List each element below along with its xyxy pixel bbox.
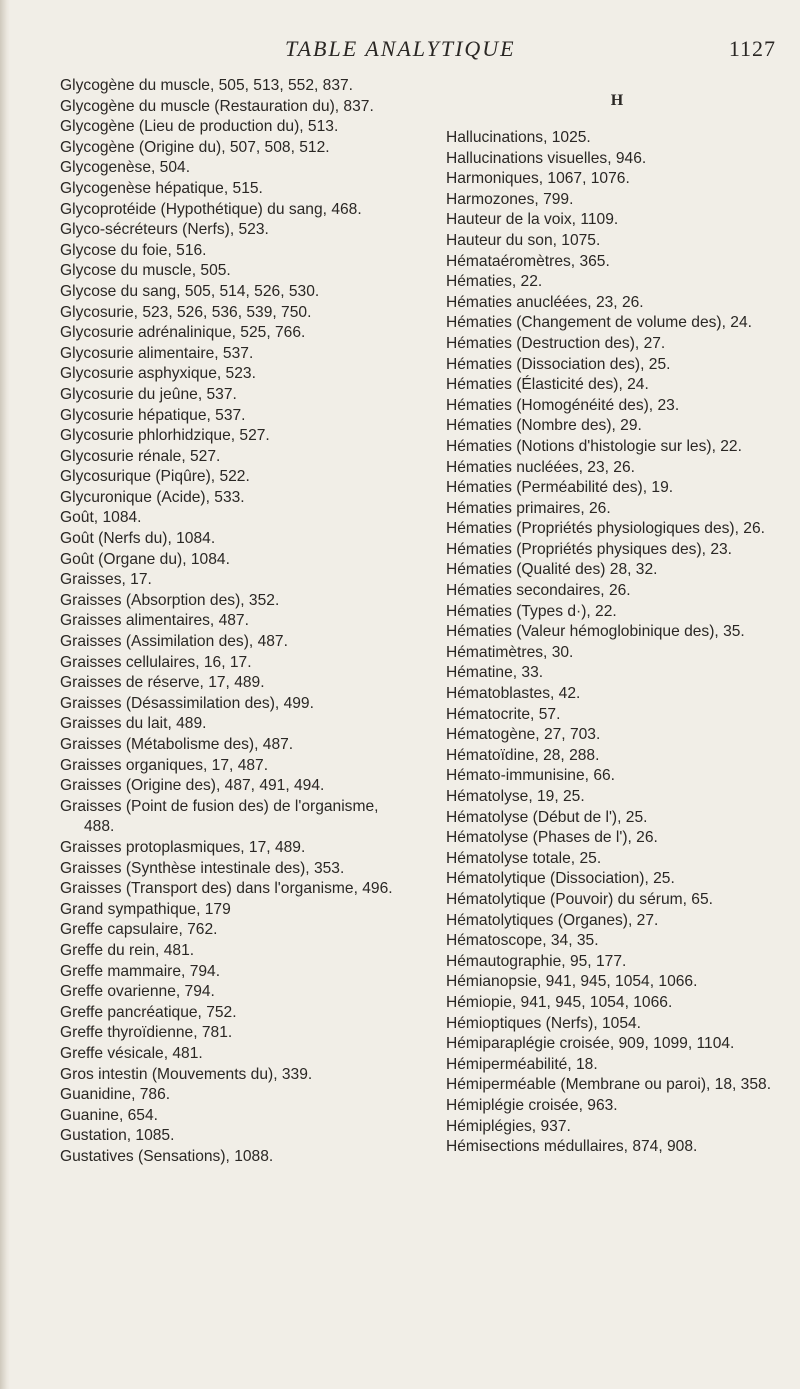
- index-entry: Glyco-sécréteurs (Nerfs), 523.: [60, 221, 269, 239]
- index-entry: Hématies (Propriétés physiques des), 23.: [446, 540, 733, 558]
- index-entry: Hémiperméable (Membrane ou paroi), 18, 358.: [446, 1076, 772, 1094]
- index-entry: Glycosurique (Piqûre), 522.: [60, 468, 250, 486]
- index-entry: Hématies, 22.: [446, 273, 543, 291]
- index-entry: Greffe vésicale, 481.: [60, 1044, 203, 1062]
- index-entry: Hématies (Dissociation des), 25.: [446, 355, 671, 373]
- index-entry: Hématies (Élasticité des), 24.: [446, 376, 649, 394]
- index-entry: Hématolyse (Phases de l'), 26.: [446, 829, 658, 847]
- index-entry: Glycogenèse hépatique, 515.: [60, 179, 263, 197]
- index-entry: Hématies primaires, 26.: [446, 499, 611, 517]
- index-entry: Hématoscope, 34, 35.: [446, 932, 599, 950]
- index-entry: Hématine, 33.: [446, 664, 544, 682]
- index-entry: Gros intestin (Mouvements du), 339.: [60, 1065, 313, 1083]
- index-entry: Graisses protoplasmiques, 17, 489.: [60, 838, 306, 856]
- index-entry: Glycose du muscle, 505.: [60, 262, 231, 280]
- index-entry: Greffe pancréatique, 752.: [60, 1003, 237, 1021]
- index-column-right: [446, 76, 788, 1158]
- index-entry: Glycogène (Lieu de production du), 513.: [60, 118, 339, 136]
- index-entry: Glycosurie adrénalinique, 525, 766.: [60, 324, 306, 342]
- index-entry: Hémiplégies, 937.: [446, 1117, 571, 1135]
- index-entry: Greffe thyroïdienne, 781.: [60, 1024, 233, 1042]
- page-binding-shadow: [0, 0, 10, 1389]
- page-number: 1127: [728, 36, 776, 61]
- index-entry: Greffe capsulaire, 762.: [60, 921, 218, 939]
- index-entry: Graisses de réserve, 17, 489.: [60, 674, 265, 692]
- index-entry: Hématoïdine, 28, 288.: [446, 746, 600, 764]
- index-entry: Graisses (Assimilation des), 487.: [60, 633, 288, 651]
- index-entry: Hémiopie, 941, 945, 1054, 1066.: [446, 993, 673, 1011]
- index-entry: Graisses (Transport des) dans l'organisme, 496.: [60, 880, 393, 898]
- index-entry: Glycosurie du jeûne, 537.: [60, 385, 237, 403]
- index-entry: Graisses du lait, 489.: [60, 715, 207, 733]
- index-entry: Hématies (Types d·), 22.: [446, 602, 617, 620]
- index-entry: Greffe du rein, 481.: [60, 941, 195, 959]
- index-entry: Hémataéromètres, 365.: [446, 252, 610, 270]
- index-entry: Glycogène du muscle, 505, 513, 552, 837.: [60, 77, 354, 94]
- index-entry: Graisses (Métabolisme des), 487.: [60, 736, 294, 753]
- index-entry: Hématies (Changement de volume des), 24.: [446, 314, 752, 332]
- index-entry: Glycosurie alimentaire, 537.: [60, 344, 254, 362]
- index-entry: Graisses (Origine des), 487, 491, 494.: [60, 777, 325, 795]
- index-entry: Harmozones, 799.: [446, 190, 574, 208]
- index-entry: Graisses cellulaires, 16, 17.: [60, 653, 252, 671]
- index-entries-right: [446, 128, 788, 1158]
- index-entry: Hématies (Valeur hémoglobinique des), 35.: [446, 623, 745, 641]
- index-entry: Graisses (Synthèse intestinale des), 353.: [60, 859, 345, 877]
- index-entry: Hématogène, 27, 703.: [446, 726, 601, 744]
- running-title: TABLE ANALYTIQUE: [285, 36, 516, 61]
- index-entry: Hauteur de la voix, 1109.: [446, 211, 619, 229]
- index-entry: Hématies (Qualité des) 28, 32.: [446, 561, 658, 579]
- index-entry: Hématolyse totale, 25.: [446, 849, 602, 867]
- index-entry: Gustation, 1085.: [60, 1127, 175, 1145]
- index-entry: Glycosurie, 523, 526, 536, 539, 750.: [60, 303, 312, 321]
- index-entry: Hématoblastes, 42.: [446, 685, 581, 703]
- index-entry: Hémiparaplégie croisée, 909, 1099, 1104.: [446, 1035, 735, 1053]
- index-entry: Hématies (Homogénéité des), 23.: [446, 396, 680, 414]
- index-entry: Graisses (Désassimilation des), 499.: [60, 694, 314, 712]
- index-entry: Goût (Organe du), 1084.: [60, 550, 230, 568]
- index-entry: Glycogène (Origine du), 507, 508, 512.: [60, 138, 330, 156]
- index-entry: Hématies (Nombre des), 29.: [446, 417, 642, 435]
- page-header: [0, 36, 800, 66]
- index-entry: Hématocrite, 57.: [446, 705, 561, 723]
- index-entry: Goût (Nerfs du), 1084.: [60, 530, 216, 548]
- index-entry: Glycosurie phlorhidzique, 527.: [60, 427, 270, 445]
- index-entry: Hématies (Propriétés physiologiques des), 26.: [446, 520, 765, 538]
- index-entry: Hauteur du son, 1075.: [446, 231, 601, 249]
- index-entry: Hématolyse, 19, 25.: [446, 788, 585, 805]
- index-entry: Hématolyse (Début de l'), 25.: [446, 808, 648, 826]
- index-entry: Graisses alimentaires, 487.: [60, 612, 249, 630]
- index-entry: Hématies anucléées, 23, 26.: [446, 293, 644, 311]
- index-entry: Glycosurie rénale, 527.: [60, 447, 221, 465]
- index-entry: Graisses organiques, 17, 487.: [60, 756, 269, 774]
- index-entry: Hématies (Destruction des), 27.: [446, 334, 666, 352]
- section-letter-heading: H: [610, 92, 624, 109]
- index-entry: Hallucinations visuelles, 946.: [446, 149, 647, 167]
- index-column-left: [60, 76, 400, 1167]
- index-entry: Greffe mammaire, 794.: [60, 962, 221, 980]
- index-entry: Greffe ovarienne, 794.: [60, 983, 215, 1001]
- index-entry: Goût, 1084.: [60, 509, 142, 527]
- index-entry: Glycosurie asphyxique, 523.: [60, 365, 256, 383]
- index-entry: Hallucinations, 1025.: [446, 129, 591, 146]
- index-entry: Hémioptiques (Nerfs), 1054.: [446, 1014, 642, 1032]
- index-entry: Hématies (Perméabilité des), 19.: [446, 479, 674, 497]
- index-entry: Glycogenèse, 504.: [60, 159, 191, 177]
- index-entry: Guanine, 654.: [60, 1106, 158, 1124]
- index-entry: Glycuronique (Acide), 533.: [60, 488, 245, 506]
- index-entry: Hématolytique (Pouvoir) du sérum, 65.: [446, 890, 713, 908]
- index-entry: Harmoniques, 1067, 1076.: [446, 170, 630, 188]
- index-entry: Glycose du foie, 516.: [60, 241, 207, 259]
- index-entry: Hémiplégie croisée, 963.: [446, 1096, 618, 1114]
- index-entry: Hématimètres, 30.: [446, 643, 574, 661]
- index-entry: Grand sympathique, 179: [60, 900, 231, 918]
- index-entry: Hémiperméabilité, 18.: [446, 1055, 598, 1073]
- index-entry: Hématies secondaires, 26.: [446, 582, 631, 600]
- index-entry: Hémautographie, 95, 177.: [446, 952, 627, 970]
- index-entry: Glycoprotéide (Hypothétique) du sang, 468.: [60, 200, 362, 218]
- index-entry: Glycose du sang, 505, 514, 526, 530.: [60, 282, 320, 300]
- index-entry: Gustatives (Sensations), 1088.: [60, 1147, 274, 1165]
- index-entry: Hématolytiques (Organes), 27.: [446, 911, 659, 929]
- index-entry: Graisses, 17.: [60, 571, 152, 589]
- index-entry: Glycogène du muscle (Restauration du), 837.: [60, 97, 374, 115]
- index-entry: Hématies (Notions d'histologie sur les), 22.: [446, 437, 742, 455]
- index-entry: Graisses (Absorption des), 352.: [60, 591, 280, 609]
- index-entry: Hémato-immunisine, 66.: [446, 767, 615, 785]
- index-entry: Hémisections médullaires, 874, 908.: [446, 1138, 698, 1156]
- index-entry: Hématies nucléées, 23, 26.: [446, 458, 635, 476]
- index-entry: Hémianopsie, 941, 945, 1054, 1066.: [446, 973, 698, 991]
- index-entry: Hématolytique (Dissociation), 25.: [446, 870, 675, 888]
- index-entry: Guanidine, 786.: [60, 1086, 171, 1104]
- index-entry: Glycosurie hépatique, 537.: [60, 406, 246, 424]
- index-entry: Graisses (Point de fusion des) de l'organisme, 488.: [60, 797, 379, 836]
